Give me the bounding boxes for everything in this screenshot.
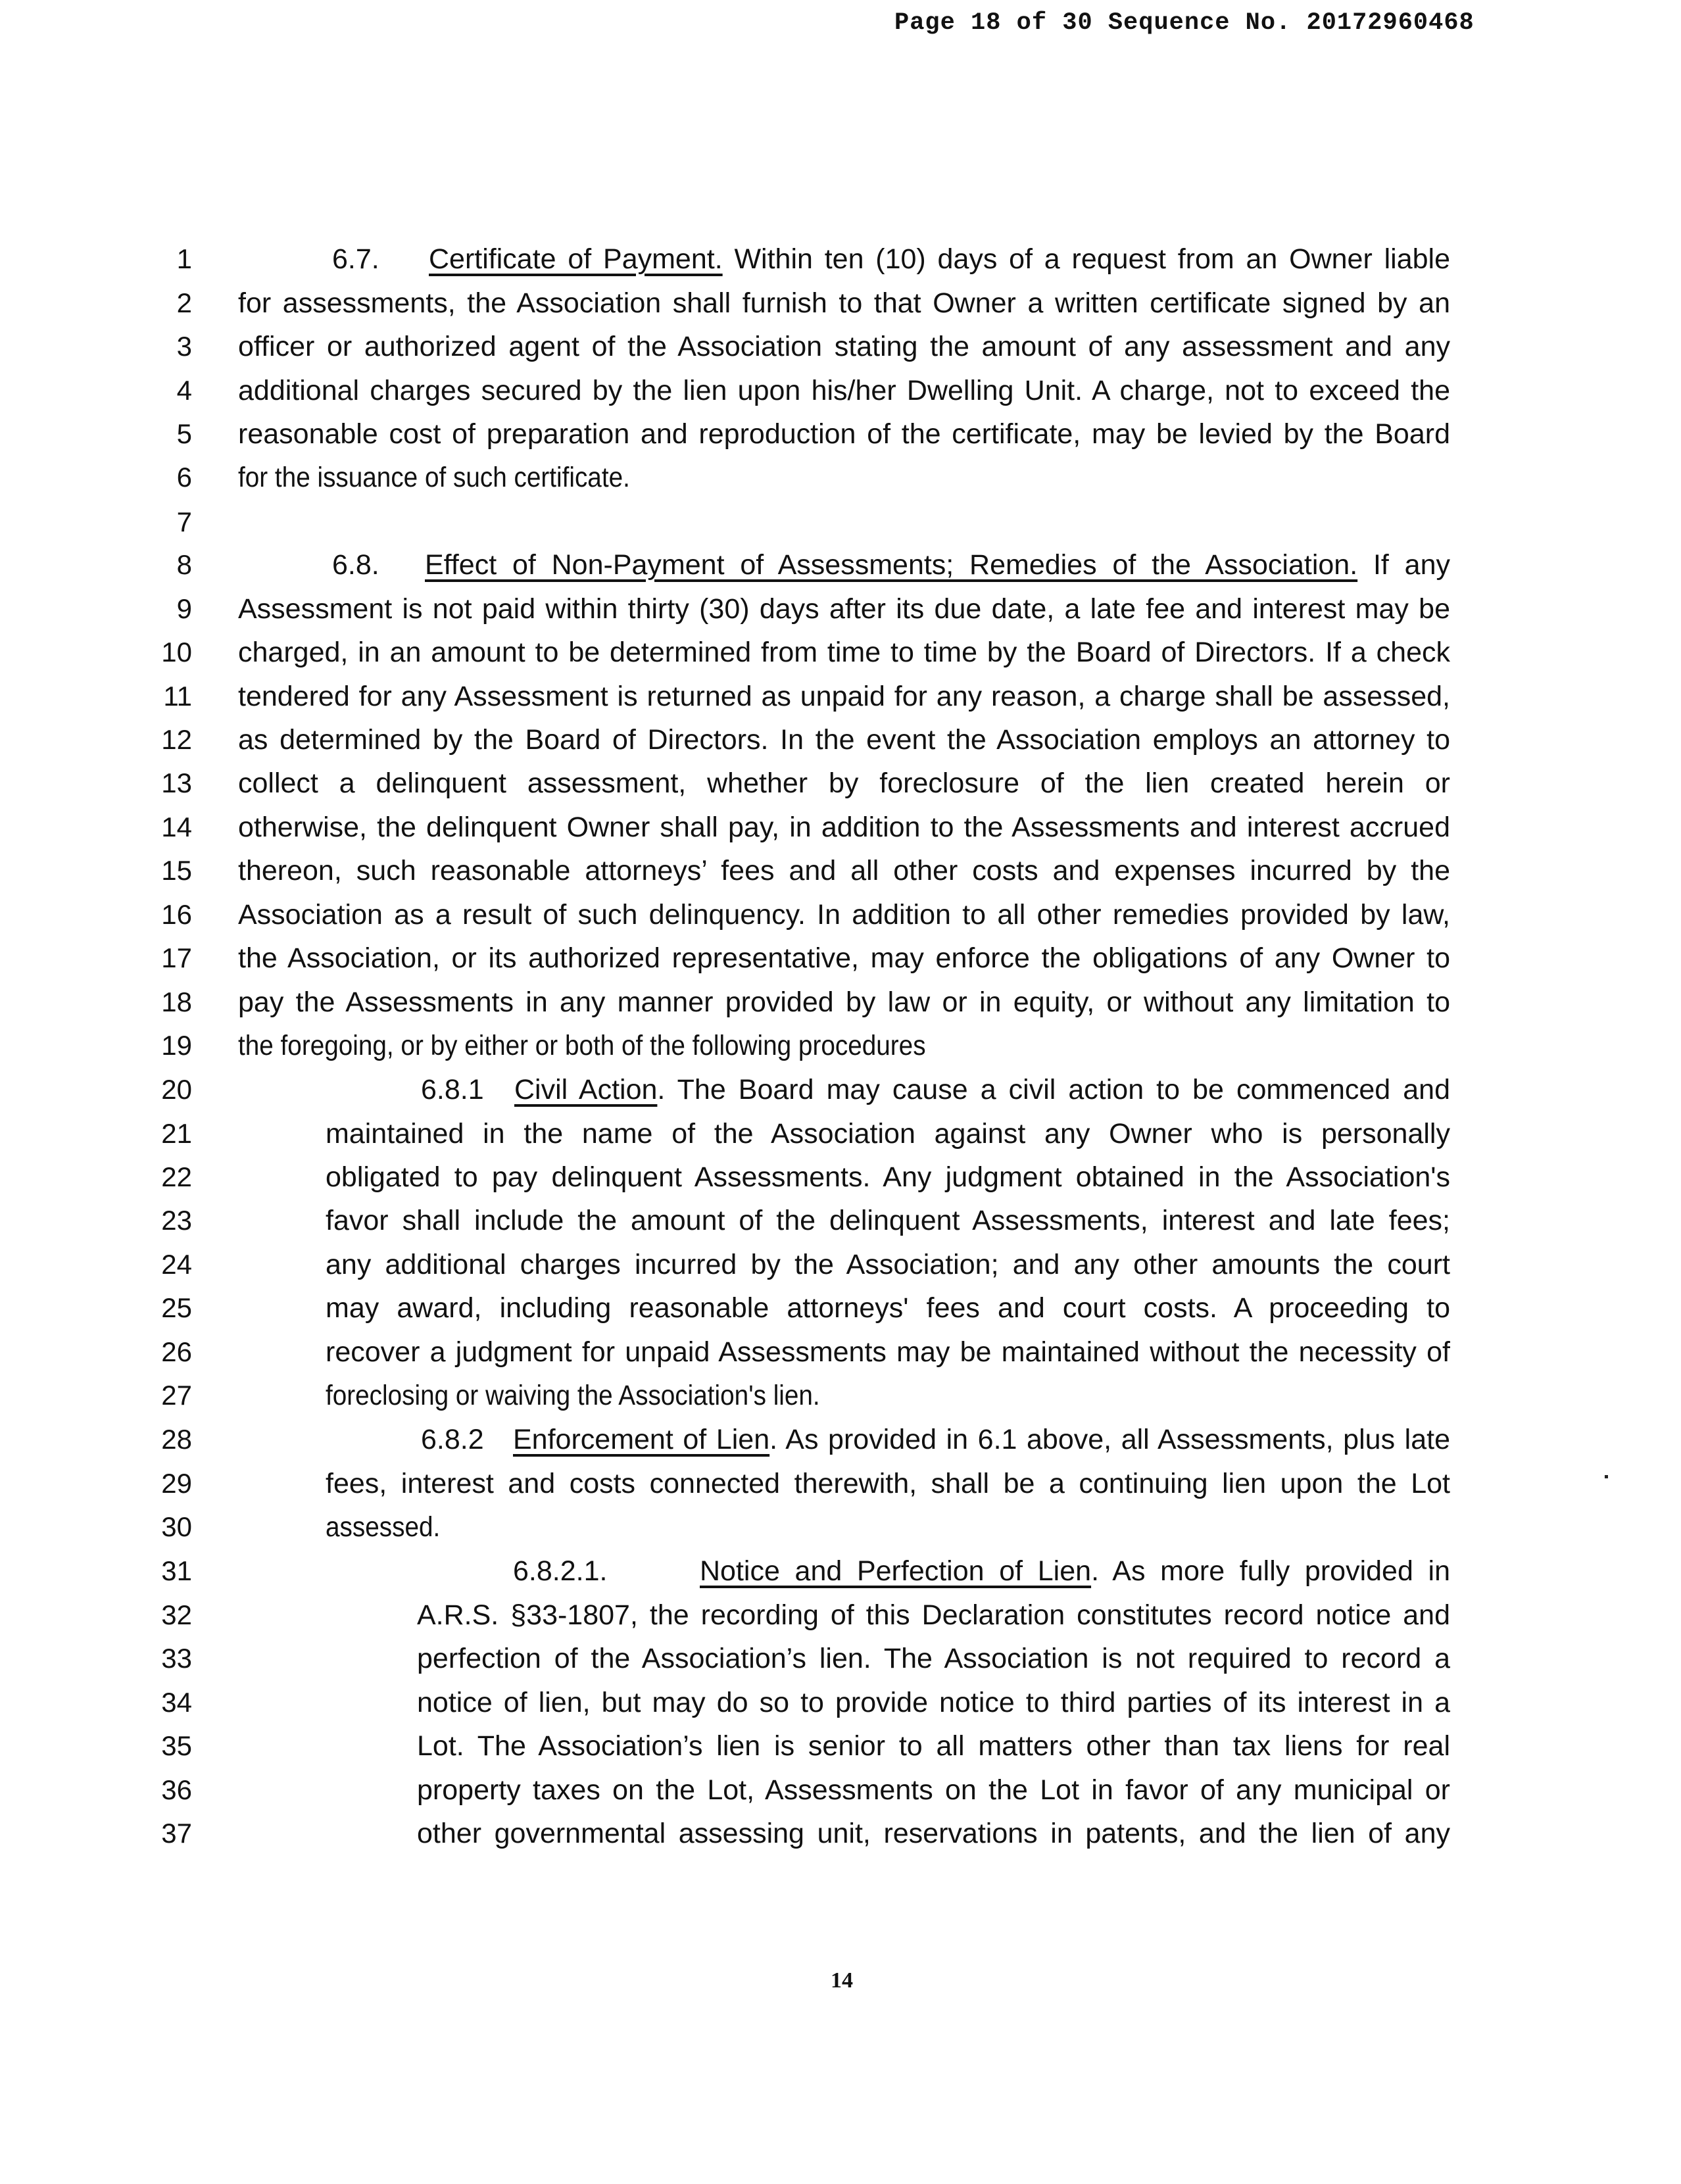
line-number: 1 <box>176 243 192 274</box>
body-text: tendered for any Assessment is returned as unpaid for any reason, a charge shall be assessed, <box>238 681 1450 712</box>
line-text <box>326 1161 1450 1194</box>
line-number: 23 <box>161 1205 192 1236</box>
line-text <box>326 1336 1450 1369</box>
section-number: 6.7. <box>332 243 379 275</box>
line-number: 30 <box>161 1511 192 1542</box>
body-text: the foregoing, or by either or both of the following procedures <box>238 1030 926 1061</box>
line-text <box>238 986 1450 1019</box>
body-text: assessed. <box>326 1511 441 1543</box>
line-number: 17 <box>161 942 192 973</box>
body-text: thereon, such reasonable attorneys’ fees and all other costs and expenses incurred by the <box>238 855 1450 886</box>
document-line <box>0 1249 1681 1293</box>
body-text: . As more fully provided in <box>1091 1555 1450 1587</box>
line-text <box>238 767 1450 800</box>
line-text <box>326 1205 1450 1237</box>
document-line <box>0 1380 1681 1424</box>
line-number: 9 <box>176 593 192 624</box>
line-number: 2 <box>176 287 192 318</box>
body-text: for the issuance of such certificate. <box>238 462 630 493</box>
body-text: favor shall include the amount of the delinquent Assessments, interest and late fees; <box>326 1205 1450 1236</box>
document-line <box>0 549 1681 593</box>
line-number: 31 <box>161 1555 192 1586</box>
body-text: foreclosing or waiving the Association's lien. <box>326 1380 820 1411</box>
line-text <box>417 1687 1450 1719</box>
document-line <box>0 287 1681 331</box>
body-text: officer or authorized agent of the Association stating the amount of any assessment and any <box>238 331 1450 362</box>
section-number: 6.8.1 <box>421 1074 484 1105</box>
line-text <box>238 331 1450 363</box>
document-line <box>0 942 1681 986</box>
line-number: 10 <box>161 637 192 667</box>
line-number: 25 <box>161 1292 192 1323</box>
line-number: 5 <box>176 418 192 449</box>
document-line <box>0 724 1681 768</box>
line-text <box>425 549 1450 581</box>
line-text <box>514 1074 1450 1106</box>
section-number: 6.8. <box>332 549 379 581</box>
document-line <box>0 1643 1681 1687</box>
page-number: 14 <box>831 1968 853 1993</box>
section-number: 6.8.2 <box>421 1424 484 1455</box>
line-text <box>417 1774 1450 1807</box>
line-number: 16 <box>161 899 192 930</box>
body-text: . The Board may cause a civil action to be commenced and <box>657 1074 1451 1105</box>
scan-artifact <box>1605 1475 1608 1478</box>
line-text <box>326 1511 440 1543</box>
body-text: obligated to pay delinquent Assessments. Any judgment obtained in the Association's <box>326 1161 1450 1193</box>
document-line <box>0 855 1681 899</box>
section-heading: Certificate of Payment. <box>429 243 723 275</box>
document-line <box>0 1336 1681 1380</box>
line-number: 35 <box>161 1730 192 1761</box>
body-text: property taxes on the Lot, Assessments on the Lot in favor of any municipal or <box>417 1774 1450 1806</box>
line-number: 20 <box>161 1074 192 1105</box>
body-text: may award, including reasonable attorneys' fees and court costs. A proceeding to <box>326 1292 1450 1324</box>
line-number: 11 <box>163 681 192 712</box>
line-number: 18 <box>161 986 192 1017</box>
document-line <box>0 1599 1681 1643</box>
line-number: 36 <box>161 1774 192 1805</box>
line-number: 33 <box>161 1643 192 1674</box>
line-number: 34 <box>161 1687 192 1718</box>
body-text: recover a judgment for unpaid Assessments may be maintained without the necessity of <box>326 1336 1450 1368</box>
document-line <box>0 899 1681 943</box>
line-number: 21 <box>161 1118 192 1149</box>
body-text: Lot. The Association’s lien is senior to all matters other than tax liens for real <box>417 1730 1450 1762</box>
line-number: 4 <box>176 375 192 406</box>
line-text <box>238 942 1450 975</box>
line-number: 14 <box>161 812 192 842</box>
line-text <box>238 418 1450 450</box>
document-line <box>0 1161 1681 1205</box>
body-text: collect a delinquent assessment, whether by foreclosure of the lien created herein or <box>238 767 1450 799</box>
line-number: 6 <box>176 462 192 493</box>
line-number: 3 <box>176 331 192 362</box>
body-text: otherwise, the delinquent Owner shall pay, in addition to the Assessments and interest accrued <box>238 812 1450 843</box>
line-number: 8 <box>176 549 192 580</box>
section-heading: Effect of Non-Payment of Assessments; Remedies of the Association. <box>425 549 1358 581</box>
line-number: 32 <box>161 1599 192 1630</box>
document-line <box>0 1074 1681 1118</box>
body-text: fees, interest and costs connected therewith, shall be a continuing lien upon the Lot <box>326 1468 1450 1499</box>
line-number: 12 <box>161 724 192 755</box>
body-text: . As provided in 6.1 above, all Assessments, plus late <box>769 1424 1450 1455</box>
line-text <box>326 1380 820 1412</box>
document-line <box>0 637 1681 681</box>
line-text <box>238 462 630 494</box>
section-number: 6.8.2.1. <box>513 1555 608 1587</box>
section-heading: Civil Action <box>514 1074 658 1105</box>
line-text <box>238 375 1450 407</box>
line-text <box>513 1424 1450 1456</box>
line-text <box>429 243 1450 276</box>
line-number: 27 <box>161 1380 192 1411</box>
body-text: perfection of the Association’s lien. The Association is not required to record a <box>417 1643 1450 1674</box>
body-text: A.R.S. §33-1807, the recording of this Declaration constitutes record notice and <box>417 1599 1450 1631</box>
line-number: 28 <box>161 1424 192 1455</box>
document-line <box>0 1774 1681 1818</box>
document-line <box>0 1292 1681 1336</box>
line-text <box>238 287 1450 320</box>
line-text <box>238 593 1450 625</box>
body-text: for assessments, the Association shall furnish to that Owner a written certificate signed by an <box>238 287 1450 319</box>
document-line <box>0 1818 1681 1862</box>
document-line <box>0 418 1681 462</box>
document-line <box>0 1687 1681 1731</box>
document-line <box>0 1030 1681 1074</box>
line-number: 13 <box>161 767 192 798</box>
document-line <box>0 1205 1681 1249</box>
page-sequence-header: Page 18 of 30 Sequence No. 20172960468 <box>894 9 1474 37</box>
document-line <box>0 1424 1681 1468</box>
body-text: Assessment is not paid within thirty (30) days after its due date, a late fee and interest may be <box>238 593 1450 625</box>
body-text: charged, in an amount to be determined from time to time by the Board of Directors. If a check <box>238 637 1450 668</box>
body-text: Association as a result of such delinquency. In addition to all other remedies provided by law, <box>238 899 1450 931</box>
line-text <box>417 1818 1450 1850</box>
line-number: 26 <box>161 1336 192 1367</box>
document-line <box>0 243 1681 287</box>
line-number: 7 <box>176 506 192 537</box>
body-text: Within ten (10) days of a request from an Owner liable <box>722 243 1450 275</box>
line-text <box>238 1030 926 1062</box>
body-text: notice of lien, but may do so to provide notice to third parties of its interest in a <box>417 1687 1450 1718</box>
document-line <box>0 812 1681 856</box>
document-line <box>0 375 1681 419</box>
body-text: as determined by the Board of Directors. In the event the Association employs an attorney to <box>238 724 1450 756</box>
line-text <box>326 1118 1450 1150</box>
line-text <box>417 1730 1450 1762</box>
document-line <box>0 1555 1681 1599</box>
body-text: other governmental assessing unit, reservations in patents, and the lien of any <box>417 1818 1450 1849</box>
line-number: 24 <box>161 1249 192 1280</box>
document-line <box>0 767 1681 812</box>
document-line <box>0 506 1681 550</box>
document-line <box>0 681 1681 725</box>
line-number: 29 <box>161 1468 192 1499</box>
line-text <box>238 899 1450 931</box>
line-text <box>326 1292 1450 1324</box>
document-line <box>0 1468 1681 1512</box>
line-text <box>326 1468 1450 1500</box>
line-text <box>238 855 1450 887</box>
body-text: the Association, or its authorized representative, may enforce the obligations of any Owner to <box>238 942 1450 974</box>
body-text: additional charges secured by the lien upon his/her Dwelling Unit. A charge, not to exceed the <box>238 375 1450 406</box>
document-line <box>0 1118 1681 1162</box>
section-heading: Enforcement of Lien <box>513 1424 770 1455</box>
section-heading: Notice and Perfection of Lien <box>700 1555 1092 1587</box>
line-number: 15 <box>161 855 192 886</box>
line-text <box>417 1599 1450 1632</box>
document-line <box>0 462 1681 506</box>
document-line <box>0 1730 1681 1774</box>
body-text: any additional charges incurred by the Association; and any other amounts the court <box>326 1249 1450 1280</box>
line-text <box>417 1643 1450 1675</box>
body-text: pay the Assessments in any manner provided by law or in equity, or without any limitation to <box>238 986 1450 1018</box>
line-text <box>238 637 1450 669</box>
line-text <box>326 1249 1450 1281</box>
document-line <box>0 593 1681 637</box>
line-number: 19 <box>161 1030 192 1061</box>
line-text <box>238 681 1450 713</box>
body-text: reasonable cost of preparation and reproduction of the certificate, may be levied by the Board <box>238 418 1450 450</box>
line-text <box>700 1555 1450 1588</box>
document-line <box>0 1511 1681 1555</box>
document-line <box>0 986 1681 1031</box>
line-number: 22 <box>161 1161 192 1192</box>
line-text <box>238 812 1450 844</box>
line-number: 37 <box>161 1818 192 1849</box>
body-text: If any <box>1357 549 1450 581</box>
line-text <box>238 724 1450 756</box>
document-line <box>0 331 1681 375</box>
body-text: maintained in the name of the Association against any Owner who is personally <box>326 1118 1450 1150</box>
